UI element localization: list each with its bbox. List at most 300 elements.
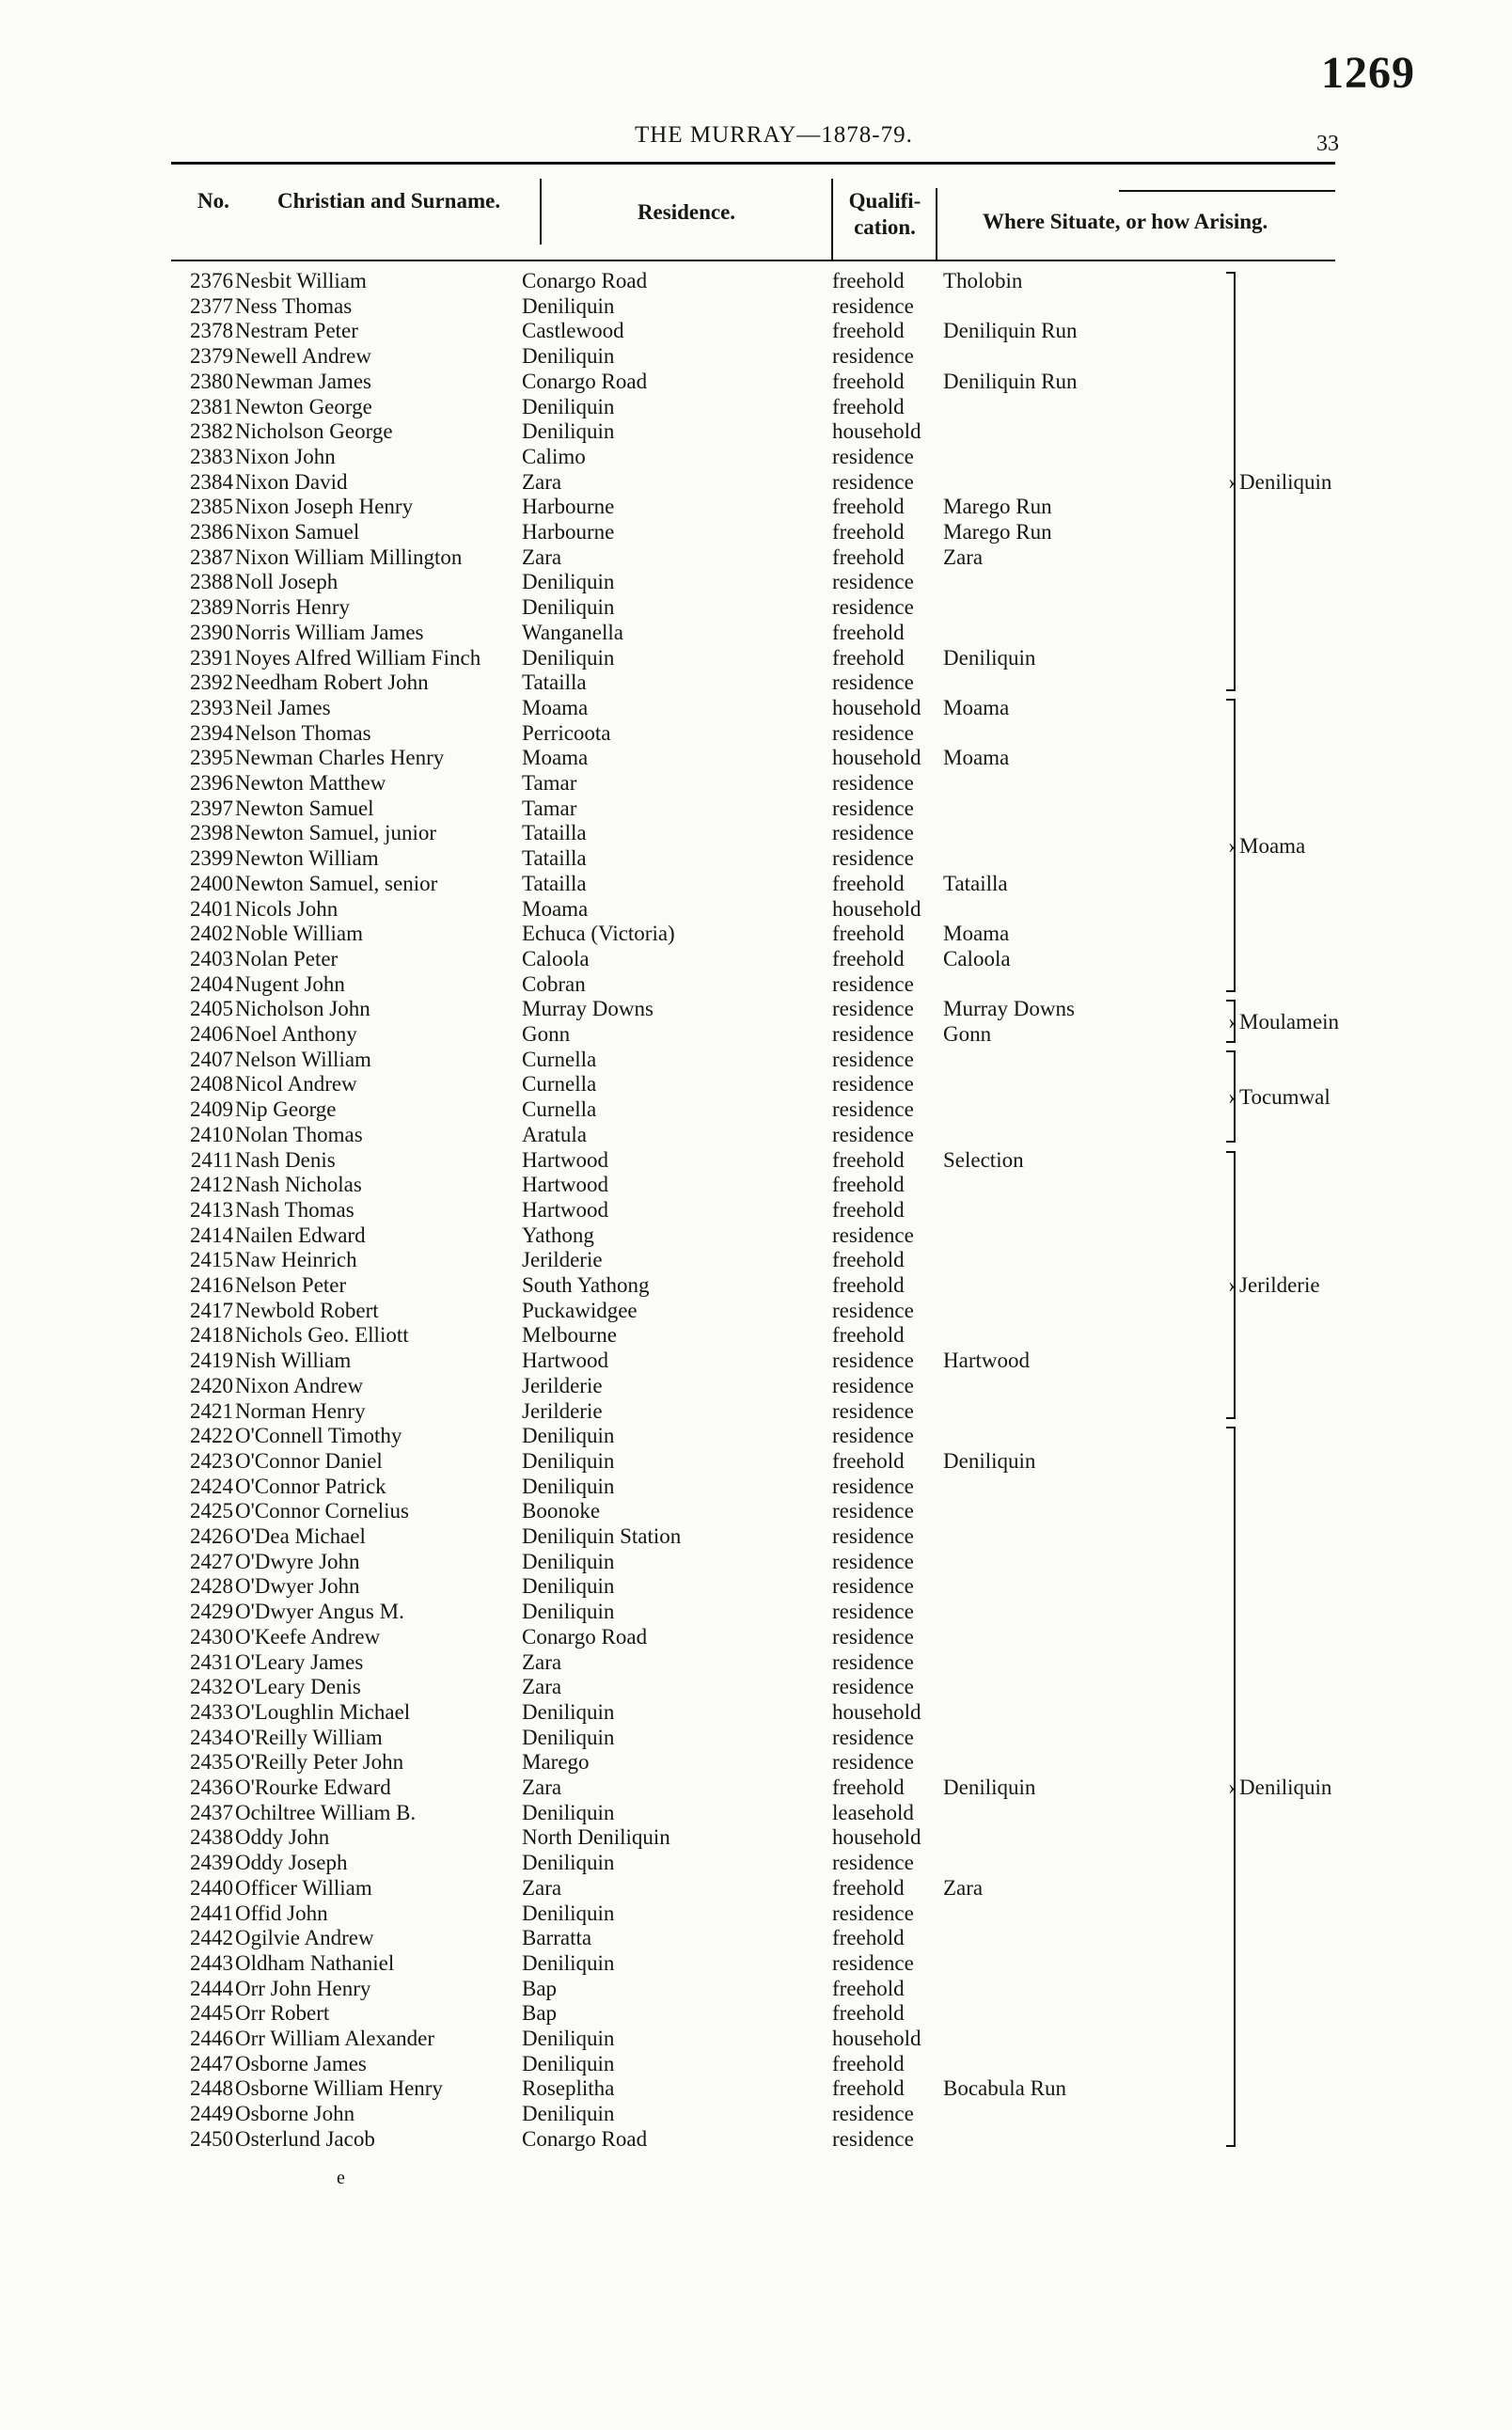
row-number: 2434 <box>190 1725 233 1749</box>
row-number: 2410 <box>190 1122 233 1146</box>
qualification-cell: residence <box>832 444 914 468</box>
row-number: 2415 <box>190 1248 233 1272</box>
residence-cell: Jerilderie <box>522 1248 603 1272</box>
residence-cell: Melbourne <box>522 1323 617 1348</box>
row-number: 2391 <box>190 645 233 670</box>
elector-name: Ness Thomas <box>235 293 353 318</box>
residence-cell: Tamar <box>522 771 577 795</box>
elector-name: Nolan Thomas <box>235 1122 363 1146</box>
elector-name: Nailen Edward <box>235 1223 366 1247</box>
residence-cell: Deniliquin <box>522 1448 615 1473</box>
qualification-cell: freehold <box>832 1976 905 2000</box>
residence-cell: Hartwood <box>522 1349 608 1373</box>
qualification-cell: residence <box>832 1474 914 1498</box>
elector-name: Newbold Robert <box>235 1298 379 1322</box>
elector-name: Osborne John <box>235 2102 355 2126</box>
page-stamp-number: 1269 <box>1321 48 1415 98</box>
residence-cell: Zara <box>522 1775 562 1799</box>
row-number: 2450 <box>190 2126 233 2151</box>
row-number: 2390 <box>190 620 233 644</box>
residence-cell: Echuca (Victoria) <box>522 922 675 946</box>
elector-name: Noble William <box>235 922 363 946</box>
row-number: 2406 <box>190 1022 233 1046</box>
row-number: 2378 <box>190 319 233 343</box>
residence-cell: Zara <box>522 469 562 494</box>
qualification-cell: residence <box>832 595 914 620</box>
elector-name: Nish William <box>235 1349 352 1373</box>
qualification-cell: household <box>832 2027 921 2050</box>
row-number: 2435 <box>190 1750 233 1775</box>
qualification-cell: residence <box>832 469 914 494</box>
elector-name: O'Loughlin Michael <box>235 1699 411 1724</box>
row-number: 2379 <box>190 344 233 369</box>
qualification-cell: household <box>832 746 921 770</box>
row-number: 2420 <box>190 1373 233 1397</box>
qualification-cell: freehold <box>832 871 905 895</box>
where-situate-cell: Marego Run <box>943 495 1052 519</box>
qualification-cell: residence <box>832 1574 914 1599</box>
where-situate-cell: Deniliquin <box>943 645 1036 670</box>
running-title: THE MURRAY—1878-79. <box>635 122 913 148</box>
residence-cell: Castlewood <box>522 319 624 343</box>
elector-name: Nichols Geo. Elliott <box>235 1323 409 1348</box>
residence-cell: Puckawidgee <box>522 1298 638 1322</box>
row-number: 2428 <box>190 1574 233 1599</box>
qualification-cell: residence <box>832 1373 914 1397</box>
elector-name: Osborne William Henry <box>235 2076 443 2101</box>
elector-name: O'Dea Michael <box>235 1524 366 1548</box>
elector-name: Newell Andrew <box>235 344 371 369</box>
qualification-cell: freehold <box>832 2076 905 2101</box>
elector-name: O'Keefe Andrew <box>235 1624 381 1649</box>
residence-cell: Deniliquin <box>522 2027 615 2050</box>
row-number: 2423 <box>190 1448 233 1473</box>
qualification-cell: freehold <box>832 1448 905 1473</box>
residence-cell: Curnella <box>522 1047 597 1071</box>
qualification-cell: freehold <box>832 1775 905 1799</box>
qualification-cell: residence <box>832 1524 914 1548</box>
elector-name: Nelson William <box>235 1047 371 1071</box>
residence-cell: Tatailla <box>522 846 587 871</box>
elector-name: Newman Charles Henry <box>235 746 445 770</box>
residence-cell: Harbourne <box>522 495 615 519</box>
row-number: 2448 <box>190 2076 233 2101</box>
qualification-cell: household <box>832 896 921 921</box>
residence-cell: Deniliquin <box>522 394 615 418</box>
elector-name: Noel Anthony <box>235 1022 357 1046</box>
residence-cell: North Deniliquin <box>522 1825 670 1850</box>
residence-cell: Tatailla <box>522 671 587 695</box>
qualification-cell: freehold <box>832 394 905 418</box>
elector-name: Nelson Thomas <box>235 720 371 745</box>
elector-name: O'Reilly Peter John <box>235 1750 404 1775</box>
residence-cell: Bap <box>522 1976 558 2000</box>
row-number: 2400 <box>190 871 233 895</box>
row-number: 2421 <box>190 1398 233 1423</box>
elector-name: Oldham Nathaniel <box>235 1950 395 1975</box>
brace-tick <box>1226 699 1236 701</box>
row-number: 2377 <box>190 293 233 318</box>
row-number: 2397 <box>190 796 233 820</box>
qualification-cell: residence <box>832 1047 914 1071</box>
row-number: 2393 <box>190 695 233 719</box>
qualification-cell: freehold <box>832 922 905 946</box>
residence-cell: Deniliquin <box>522 419 615 444</box>
elector-name: O'Rourke Edward <box>235 1775 391 1799</box>
qualification-cell: residence <box>832 1600 914 1624</box>
row-number: 2443 <box>190 1950 233 1975</box>
row-number: 2414 <box>190 1223 233 1247</box>
qualification-cell: residence <box>832 1950 914 1975</box>
elector-name: O'Dwyer John <box>235 1574 360 1599</box>
qualification-cell: residence <box>832 1022 914 1046</box>
qualification-cell: residence <box>832 1298 914 1322</box>
elector-name: Osborne James <box>235 2051 367 2075</box>
where-situate-cell: Bocabula Run <box>943 2076 1066 2101</box>
row-number: 2419 <box>190 1349 233 1373</box>
qualification-cell: residence <box>832 1349 914 1373</box>
row-number: 2427 <box>190 1549 233 1573</box>
qualification-cell: residence <box>832 1675 914 1699</box>
row-number: 2425 <box>190 1499 233 1523</box>
elector-name: Nicols John <box>235 896 339 921</box>
elector-name: Ochiltree William B. <box>235 1800 417 1824</box>
residence-cell: Deniliquin <box>522 293 615 318</box>
elector-name: Needham Robert John <box>235 671 429 695</box>
where-situate-cell: Deniliquin <box>943 1448 1036 1473</box>
row-number: 2417 <box>190 1298 233 1322</box>
where-situate-cell: Moama <box>943 695 1010 719</box>
qualification-cell: residence <box>832 1549 914 1573</box>
elector-name: Nixon William Millington <box>235 544 463 569</box>
header-qualification-1: Qualifi- <box>848 189 921 213</box>
elector-name: Nixon John <box>235 444 336 468</box>
brace-tick <box>1226 1151 1236 1153</box>
elector-name: Officer William <box>235 1875 372 1900</box>
row-number: 2380 <box>190 369 233 393</box>
qualification-cell: freehold <box>832 1323 905 1348</box>
qualification-cell: household <box>832 695 921 719</box>
residence-cell: Gonn <box>522 1022 571 1046</box>
row-number: 2436 <box>190 1775 233 1799</box>
row-number: 2422 <box>190 1424 233 1448</box>
residence-cell: Moama <box>522 695 589 719</box>
folio-number: 33 <box>1316 132 1339 156</box>
elector-name: O'Dwyer Angus M. <box>235 1600 404 1624</box>
row-number: 2430 <box>190 1624 233 1649</box>
row-number: 2429 <box>190 1600 233 1624</box>
row-number: 2387 <box>190 544 233 569</box>
elector-name: Offid John <box>235 1901 328 1925</box>
elector-name: Nip George <box>235 1097 337 1122</box>
district-label: › Deniliquin <box>1239 469 1331 495</box>
residence-cell: Barratta <box>522 1926 592 1950</box>
where-situate-cell: Deniliquin <box>943 1775 1036 1799</box>
residence-cell: Deniliquin <box>522 570 615 594</box>
qualification-cell: residence <box>832 1624 914 1649</box>
residence-cell: Deniliquin <box>522 1600 615 1624</box>
row-number: 2398 <box>190 821 233 845</box>
brace-tick <box>1226 1427 1236 1428</box>
residence-cell: Zara <box>522 1649 562 1674</box>
district-label: › Moama <box>1239 833 1305 859</box>
elector-name: Norris William James <box>235 620 424 644</box>
elector-name: Orr Robert <box>235 2001 330 2026</box>
residence-cell: Deniliquin <box>522 1950 615 1975</box>
row-number: 2447 <box>190 2051 233 2075</box>
qualification-cell: freehold <box>832 319 905 343</box>
residence-cell: Deniliquin <box>522 2051 615 2075</box>
elector-name: Nugent John <box>235 971 345 996</box>
elector-name: O'Connor Daniel <box>235 1448 383 1473</box>
where-situate-cell: Deniliquin Run <box>943 369 1078 393</box>
elector-name: Nicholson George <box>235 419 393 444</box>
residence-cell: South Yathong <box>522 1273 650 1297</box>
qualification-cell: residence <box>832 2102 914 2126</box>
row-number: 2431 <box>190 1649 233 1674</box>
where-situate-cell: Moama <box>943 922 1010 946</box>
residence-cell: Murray Downs <box>522 997 654 1021</box>
elector-name: Newton Samuel <box>235 796 374 820</box>
row-number: 2376 <box>190 269 233 292</box>
elector-name: Nixon Joseph Henry <box>235 495 414 519</box>
qualification-cell: freehold <box>832 495 905 519</box>
elector-name: Noll Joseph <box>235 570 339 594</box>
row-number: 2386 <box>190 520 233 544</box>
elector-name: Orr John Henry <box>235 1976 371 2000</box>
row-number: 2384 <box>190 469 233 494</box>
residence-cell: Deniliquin <box>522 1800 615 1824</box>
district-label: › Jerilderie <box>1239 1272 1320 1298</box>
elector-name: Neil James <box>235 695 331 719</box>
elector-name: Nash Thomas <box>235 1197 354 1222</box>
row-number: 2409 <box>190 1097 233 1122</box>
elector-name: O'Connor Cornelius <box>235 1499 409 1523</box>
qualification-cell: residence <box>832 293 914 318</box>
elector-name: Orr William Alexander <box>235 2027 434 2050</box>
row-number: 2381 <box>190 394 233 418</box>
row-number: 2445 <box>190 2001 233 2026</box>
residence-cell: Perricoota <box>522 720 611 745</box>
qualification-cell: residence <box>832 1398 914 1423</box>
row-number: 2389 <box>190 595 233 620</box>
residence-cell: Jerilderie <box>522 1373 603 1397</box>
header-name: Christian and Surname. <box>277 189 501 213</box>
residence-cell: Yathong <box>522 1223 594 1247</box>
elector-name: Newton William <box>235 846 379 871</box>
elector-name: O'Connor Patrick <box>235 1474 386 1498</box>
elector-name: Norris Henry <box>235 595 350 620</box>
residence-cell: Harbourne <box>522 520 615 544</box>
where-situate-cell: Tatailla <box>943 871 1008 895</box>
district-label: › Deniliquin <box>1239 1775 1331 1800</box>
residence-cell: Calimo <box>522 444 586 468</box>
brace-tick <box>1226 1417 1236 1419</box>
residence-cell: Hartwood <box>522 1147 608 1172</box>
qualification-cell: freehold <box>832 1173 905 1197</box>
residence-cell: Deniliquin <box>522 1901 615 1925</box>
qualification-cell: freehold <box>832 1926 905 1950</box>
residence-cell: Aratula <box>522 1122 587 1146</box>
qualification-cell: freehold <box>832 620 905 644</box>
brace-tick <box>1226 1000 1236 1002</box>
residence-cell: Jerilderie <box>522 1398 603 1423</box>
row-number: 2392 <box>190 671 233 695</box>
district-label: › Moulamein <box>1239 1009 1339 1034</box>
residence-cell: Boonoke <box>522 1499 601 1523</box>
qualification-cell: freehold <box>832 1248 905 1272</box>
residence-cell: Tamar <box>522 796 577 820</box>
row-number: 2401 <box>190 896 233 921</box>
qualification-cell: household <box>832 1825 921 1850</box>
residence-cell: Curnella <box>522 1097 597 1122</box>
residence-cell: Tatailla <box>522 821 587 845</box>
residence-cell: Moama <box>522 746 589 770</box>
elector-name: Ogilvie Andrew <box>235 1926 374 1950</box>
residence-cell: Conargo Road <box>522 369 648 393</box>
residence-cell: Deniliquin <box>522 344 615 369</box>
residence-cell: Deniliquin <box>522 1699 615 1724</box>
residence-cell: Caloola <box>522 946 590 970</box>
qualification-cell: residence <box>832 1097 914 1122</box>
row-number: 2438 <box>190 1825 233 1850</box>
qualification-cell: residence <box>832 1750 914 1775</box>
residence-cell: Hartwood <box>522 1197 608 1222</box>
qualification-cell: freehold <box>832 1273 905 1297</box>
brace-tick <box>1226 272 1236 274</box>
qualification-cell: residence <box>832 771 914 795</box>
row-number: 2449 <box>190 2102 233 2126</box>
elector-name: Osterlund Jacob <box>235 2126 375 2151</box>
elector-name: Newton George <box>235 394 372 418</box>
qualification-cell: residence <box>832 2126 914 2151</box>
qualification-cell: residence <box>832 1851 914 1875</box>
qualification-cell: household <box>832 1699 921 1724</box>
row-number: 2440 <box>190 1875 233 1900</box>
elector-name: Nestram Peter <box>235 319 358 343</box>
qualification-cell: freehold <box>832 1875 905 1900</box>
brace-tick <box>1226 1050 1236 1052</box>
residence-cell: Hartwood <box>522 1173 608 1197</box>
elector-name: Nash Nicholas <box>235 1173 362 1197</box>
elector-name: O'Leary James <box>235 1649 364 1674</box>
elector-name: Oddy John <box>235 1825 330 1850</box>
qualification-cell: residence <box>832 1122 914 1146</box>
residence-cell: Zara <box>522 544 562 569</box>
elector-name: Naw Heinrich <box>235 1248 357 1272</box>
residence-cell: Deniliquin <box>522 1474 615 1498</box>
header-no: No. <box>197 189 229 213</box>
residence-cell: Deniliquin <box>522 2102 615 2126</box>
brace-tick <box>1226 1141 1236 1143</box>
where-situate-cell: Gonn <box>943 1022 992 1046</box>
elector-name: Newman James <box>235 369 371 393</box>
brace-tick <box>1226 990 1236 992</box>
row-number: 2439 <box>190 1851 233 1875</box>
qualification-cell: freehold <box>832 2051 905 2075</box>
qualification-cell: leasehold <box>832 1800 914 1824</box>
residence-cell: Deniliquin <box>522 1424 615 1448</box>
qualification-cell: freehold <box>832 520 905 544</box>
row-number: 2437 <box>190 1800 233 1824</box>
row-number: 2405 <box>190 997 233 1021</box>
residence-cell: Deniliquin Station <box>522 1524 682 1548</box>
elector-name: Nixon Andrew <box>235 1373 364 1397</box>
qualification-cell: residence <box>832 971 914 996</box>
brace-tick <box>1226 689 1236 691</box>
elector-name: Nixon David <box>235 469 348 494</box>
row-number: 2407 <box>190 1047 233 1071</box>
qualification-cell: freehold <box>832 645 905 670</box>
row-number: 2388 <box>190 570 233 594</box>
qualification-cell: residence <box>832 821 914 845</box>
row-number: 2412 <box>190 1173 233 1197</box>
qualification-cell: freehold <box>832 1197 905 1222</box>
elector-name: Newton Samuel, senior <box>235 871 438 895</box>
row-number: 2418 <box>190 1323 233 1348</box>
elector-name: Nicholson John <box>235 997 370 1021</box>
where-situate-cell: Zara <box>943 1875 984 1900</box>
residence-cell: Deniliquin <box>522 1574 615 1599</box>
qualification-cell: residence <box>832 344 914 369</box>
where-situate-cell: Hartwood <box>943 1349 1030 1373</box>
qualification-cell: residence <box>832 1725 914 1749</box>
residence-cell: Conargo Road <box>522 2126 648 2151</box>
residence-cell: Moama <box>522 896 589 921</box>
qualification-cell: freehold <box>832 1147 905 1172</box>
qualification-cell: residence <box>832 1499 914 1523</box>
qualification-cell: freehold <box>832 369 905 393</box>
where-situate-cell: Moama <box>943 746 1010 770</box>
qualification-cell: residence <box>832 1223 914 1247</box>
residence-cell: Marego <box>522 1750 590 1775</box>
footer-signature-mark: e <box>337 2168 345 2188</box>
row-number: 2446 <box>190 2027 233 2050</box>
row-number: 2441 <box>190 1901 233 1925</box>
row-number: 2416 <box>190 1273 233 1297</box>
residence-cell: Bap <box>522 2001 558 2026</box>
residence-cell: Conargo Road <box>522 1624 648 1649</box>
residence-cell: Deniliquin <box>522 595 615 620</box>
elector-name: Noyes Alfred William Finch <box>235 645 481 670</box>
header-qualification-2: cation. <box>854 215 916 239</box>
row-number: 2383 <box>190 444 233 468</box>
row-number: 2399 <box>190 846 233 871</box>
where-situate-cell: Deniliquin Run <box>943 319 1078 343</box>
residence-cell: Deniliquin <box>522 1851 615 1875</box>
row-number: 2395 <box>190 746 233 770</box>
row-number: 2433 <box>190 1699 233 1724</box>
row-number: 2382 <box>190 419 233 444</box>
row-number: 2402 <box>190 922 233 946</box>
row-number: 2408 <box>190 1072 233 1097</box>
qualification-cell: freehold <box>832 946 905 970</box>
qualification-cell: residence <box>832 671 914 695</box>
elector-name: O'Reilly William <box>235 1725 383 1749</box>
residence-cell: Deniliquin <box>522 1725 615 1749</box>
brace-tick <box>1226 1041 1236 1043</box>
header-where: Where Situate, or how Arising. <box>983 210 1268 233</box>
row-number: 2394 <box>190 720 233 745</box>
where-situate-cell: Murray Downs <box>943 997 1075 1021</box>
qualification-cell: residence <box>832 796 914 820</box>
elector-name: Newton Matthew <box>235 771 386 795</box>
qualification-cell: residence <box>832 1649 914 1674</box>
elector-name: Nicol Andrew <box>235 1072 357 1097</box>
residence-cell: Conargo Road <box>522 269 648 292</box>
where-situate-cell: Tholobin <box>943 269 1023 292</box>
residence-cell: Deniliquin <box>522 645 615 670</box>
